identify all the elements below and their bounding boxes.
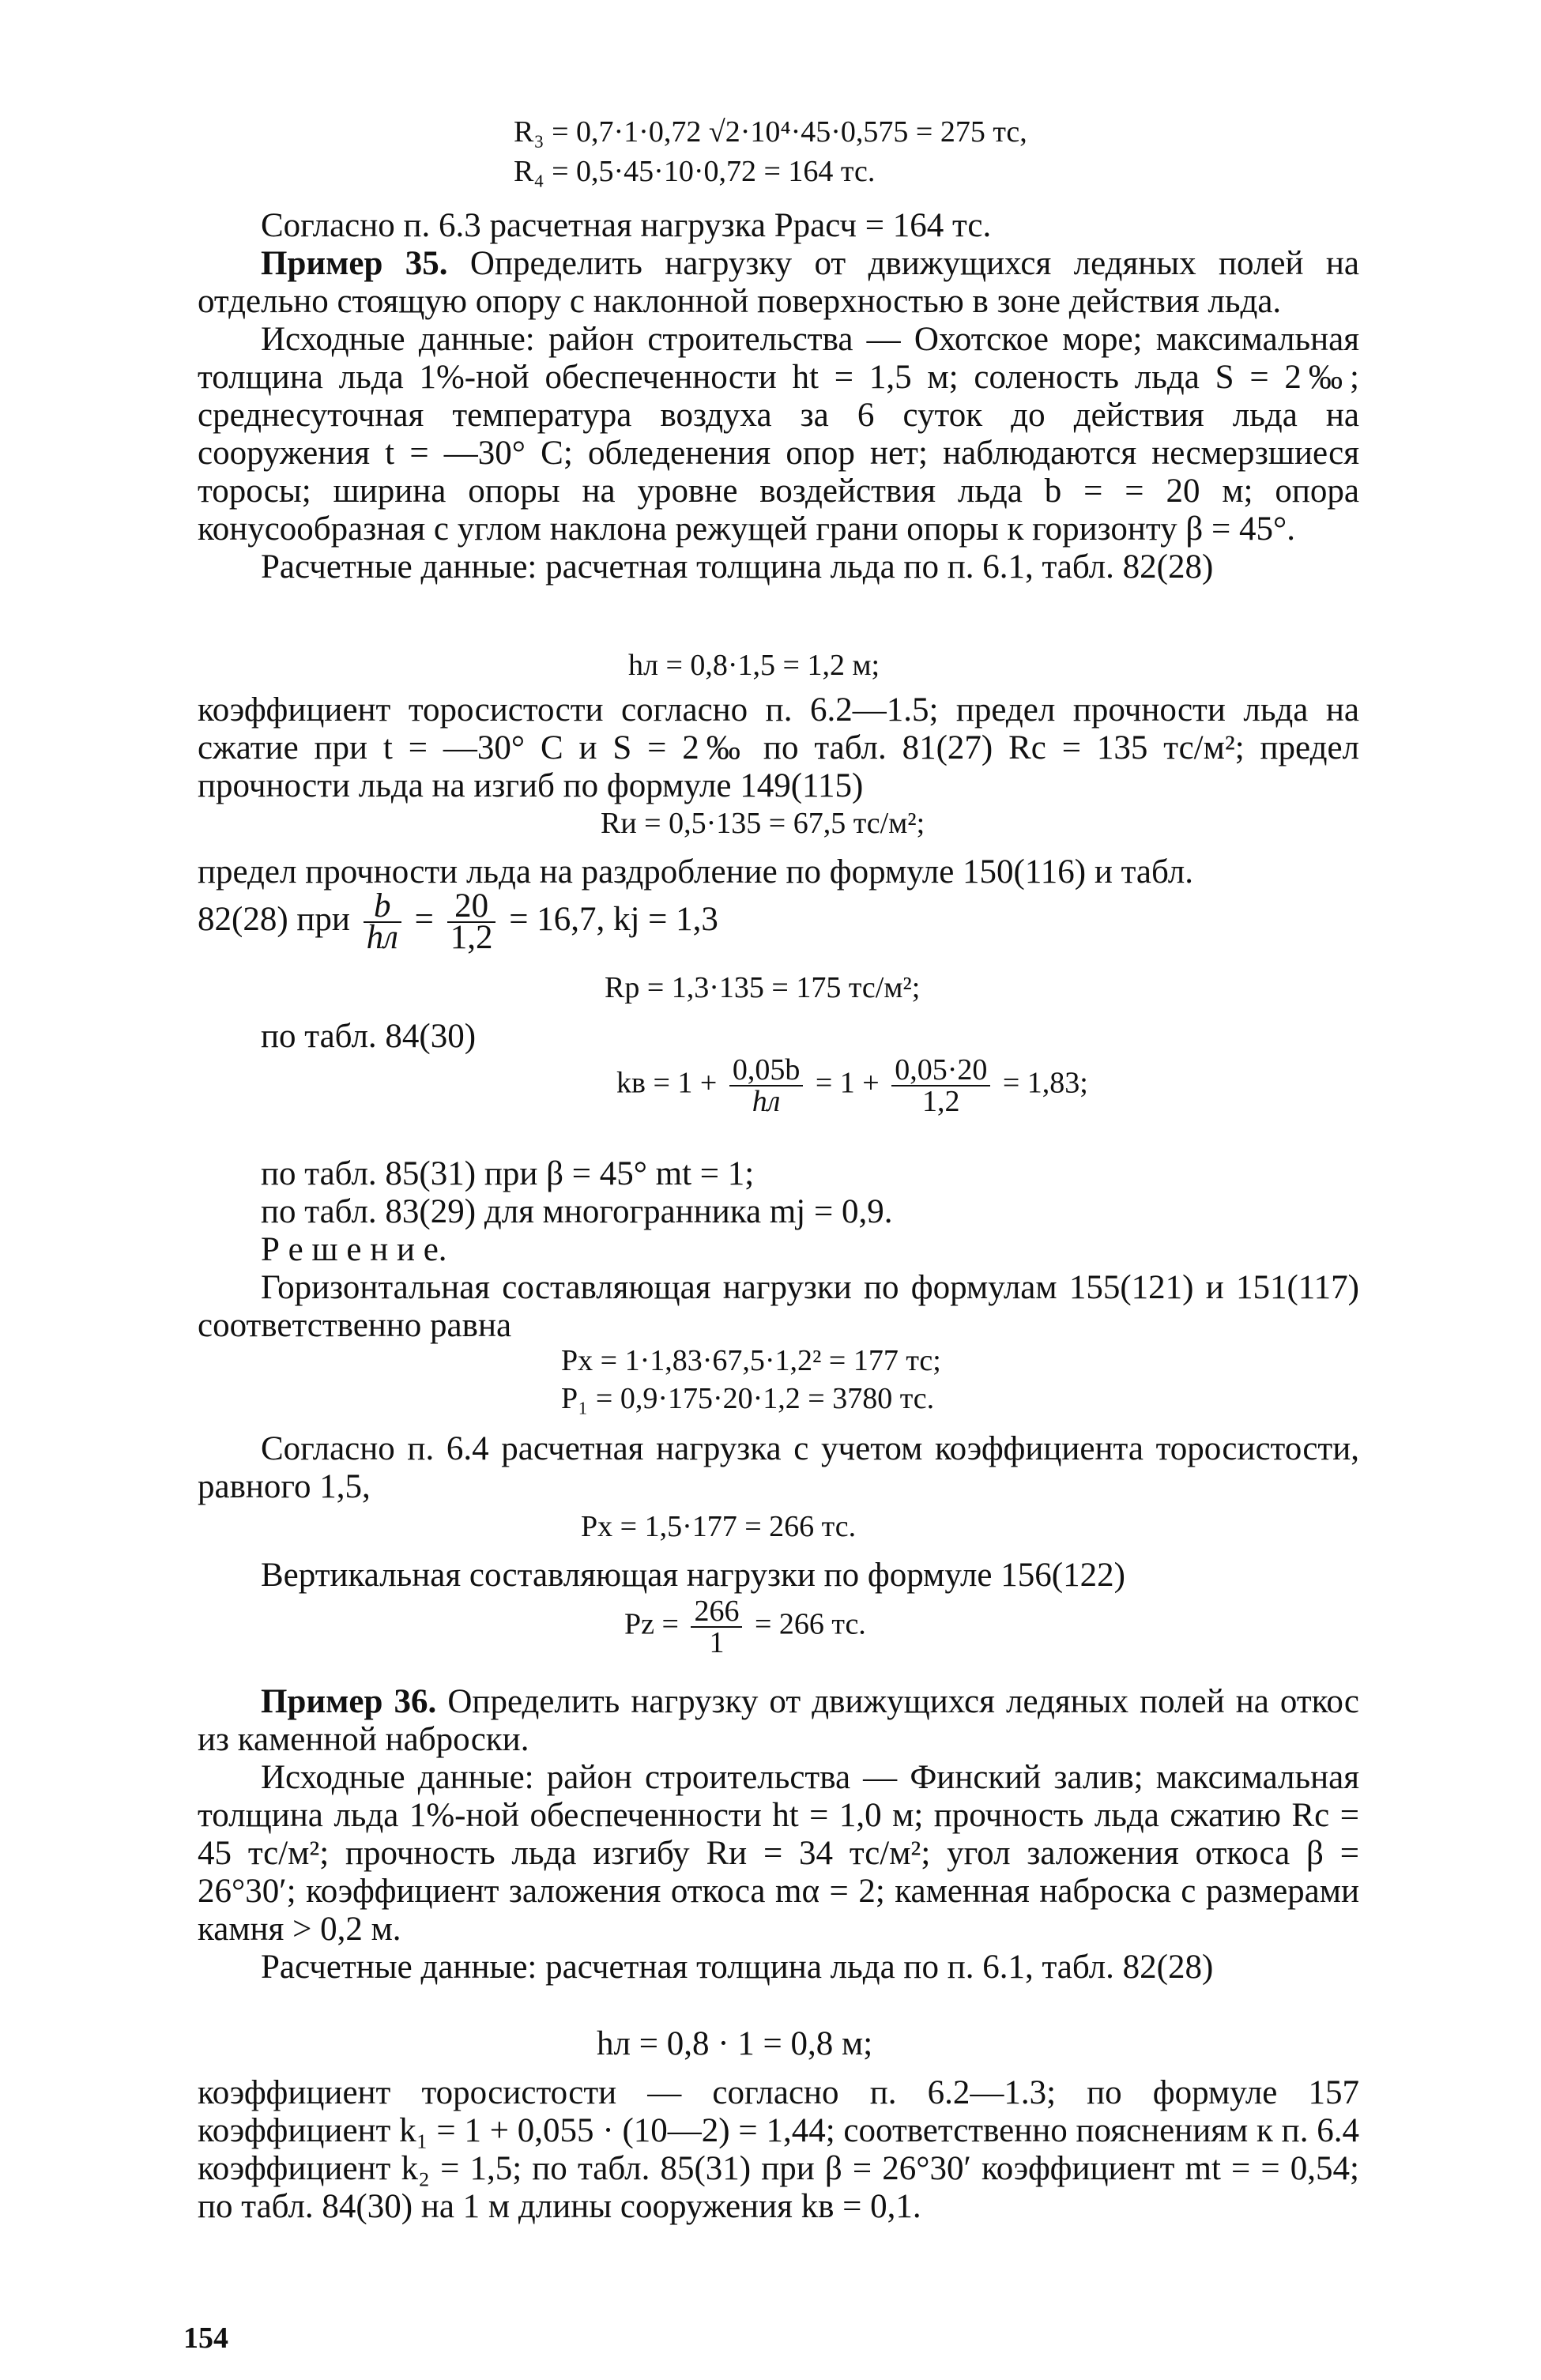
example-36-calc-data: Расчетные данные: расчетная толщина льда по п. 6.1, табл. 82(28) (261, 1949, 1214, 1986)
razdr-text-b: = 16,7, kj = 1,3 (509, 900, 718, 938)
fraction-kv-1: $\frac{0,05b}{hл}$ (729, 1055, 804, 1117)
formula-kv: kв = 1 + $\frac{0,05b}{hл}$ = 1 + $\frac{0,05\cdot 20}{1,2}$ = 1,83; (616, 1053, 1088, 1118)
paragraph-vert: Вертикальная составляющая нагрузки по формуле 156(122) (261, 1557, 1125, 1594)
paragraph-torosi-35: коэффициент торосистости согласно п. 6.2—1.5; предел прочности льда на сжатие при t = —30° C и S = 2‰ по табл. 81(27) Rc = 135 тс/м²; предел прочности льда на изгиб по формуле 149(115) (198, 691, 1359, 804)
text-block-5 (198, 1430, 1359, 1506)
paragraph-soglasno-63: Согласно п. 6.3 расчетная нагрузка Pрасч = 164 тс. (261, 207, 992, 244)
example-36-label: Пример 36. (261, 1683, 437, 1720)
text-block-7 (198, 1683, 1359, 1986)
fraction-kv-2: $\frac{0,05\cdot 20}{1,2}$ (891, 1055, 990, 1117)
formula-r4: R₄ = 0,5·45·10·0,72 = 164 тс. (514, 155, 876, 188)
fraction-b-over-hl: $\frac{b}{hл}$ (364, 891, 401, 953)
page-number: 154 (183, 2322, 228, 2355)
text-block-3 (198, 853, 1359, 956)
formula-hl-36: hл = 0,8 · 1 = 0,8 м; (597, 2025, 873, 2062)
formula-hl: hл = 0,8·1,5 = 1,2 м; (628, 649, 880, 682)
formula-ri: Rи = 0,5·135 = 67,5 тс/м²; (601, 807, 925, 840)
paragraph-torosi-36: коэффициент торосистости — согласно п. 6.2—1.3; по формуле 157 коэффициент k₁ = 1 + 0,055 · (10—2) = 1,44; соответственно пояснениям к п. 6.4 коэффициент k₂ = 1,5; по табл. 85(31) при β = 26°30′ коэффициент mt = = 0,54; по табл. 84(30) на 1 м длины сооружения kв = 0,1. (198, 2074, 1359, 2225)
paragraph-tabl83: по табл. 83(29) для многогранника mj = 0,9. (261, 1193, 893, 1230)
paragraph-soglasno-64: Согласно п. 6.4 расчетная нагрузка с учетом коэффициента торосистости, равного 1,5, (198, 1430, 1359, 1505)
example-36-task: Определить нагрузку от движущихся ледяных полей на откос из каменной наброски. (198, 1683, 1359, 1758)
formula-px: Px = 1·1,83·67,5·1,2² = 177 тс; (561, 1344, 941, 1377)
paragraph-horiz: Горизонтальная составляющая нагрузки по формулам 155(121) и 151(117) соответственно равна (198, 1269, 1359, 1344)
example-36-heading (198, 1683, 1359, 1759)
formula-r3: R₃ = 0,7·1·0,72 √2·10⁴·45·0,575 = 275 тс, (514, 115, 1027, 149)
formula-px2: Px = 1,5·177 = 266 тс. (581, 1510, 857, 1543)
paragraph-razdr-2 (198, 887, 1359, 956)
formula-rp: Rp = 1,3·135 = 175 тс/м²; (605, 971, 921, 1004)
example-35-label: Пример 35. (261, 245, 448, 282)
text-block-1 (198, 207, 1359, 586)
fraction-pz: $\frac{266}{1}$ (691, 1596, 742, 1658)
text-block-8 (198, 2074, 1359, 2226)
example-35-calc-data: Расчетные данные: расчетная толщина льда по п. 6.1, табл. 82(28) (261, 548, 1214, 586)
razdr-text-a: 82(28) при (198, 900, 350, 938)
formula-pz: Pz = $\frac{266}{1}$ = 266 тс. (624, 1595, 866, 1659)
razdr-equals: = (414, 900, 434, 938)
example-35-heading (198, 245, 1359, 321)
formula-p1: P₁ = 0,9·175·20·1,2 = 3780 тс. (561, 1382, 935, 1415)
text-block-2 (198, 691, 1359, 805)
text-block-6 (198, 1557, 1359, 1595)
paragraph-reshenie: Р е ш е н и е. (261, 1231, 447, 1268)
example-35-initial-data: Исходные данные: район строительства — Охотское море; максимальная толщина льда 1%-ной обеспеченности ht = 1,5 м; соленость льда S = 2‰; среднесуточная температура воздуха за 6 суток до действия льда на сооружения t = —30° C; обледенения опор нет; наблюдаются несмерзшиеся торосы; ширина опоры на уровне воздействия льда b = = 20 м; опора конусообразная с углом наклона режущей грани опоры к горизонту β = 45°. (198, 321, 1359, 548)
example-35-task: Определить нагрузку от движущихся ледяных полей на отдельно стоящую опору с наклонной поверхностью в зоне действия льда. (198, 245, 1359, 320)
paragraph-tabl85: по табл. 85(31) при β = 45° mt = 1; (261, 1155, 755, 1192)
fraction-20-over-12: $\frac{20}{1,2}$ (447, 891, 496, 953)
text-block-4 (198, 1155, 1359, 1345)
example-36-initial-data: Исходные данные: район строительства — Финский залив; максимальная толщина льда 1%-ной обеспеченности ht = 1,0 м; прочность льда сжатию Rc = 45 тс/м²; прочность льда изгибу Rи = 34 тс/м²; угол заложения откоса β = 26°30′; коэффициент заложения откоса mα = 2; каменная наброска с размерами камня > 0,2 м. (198, 1759, 1359, 1948)
tabl-84-ref: по табл. 84(30) (261, 1018, 477, 1055)
paragraph-razdr-1: предел прочности льда на раздробление по формуле 150(116) и табл. (198, 853, 1194, 891)
